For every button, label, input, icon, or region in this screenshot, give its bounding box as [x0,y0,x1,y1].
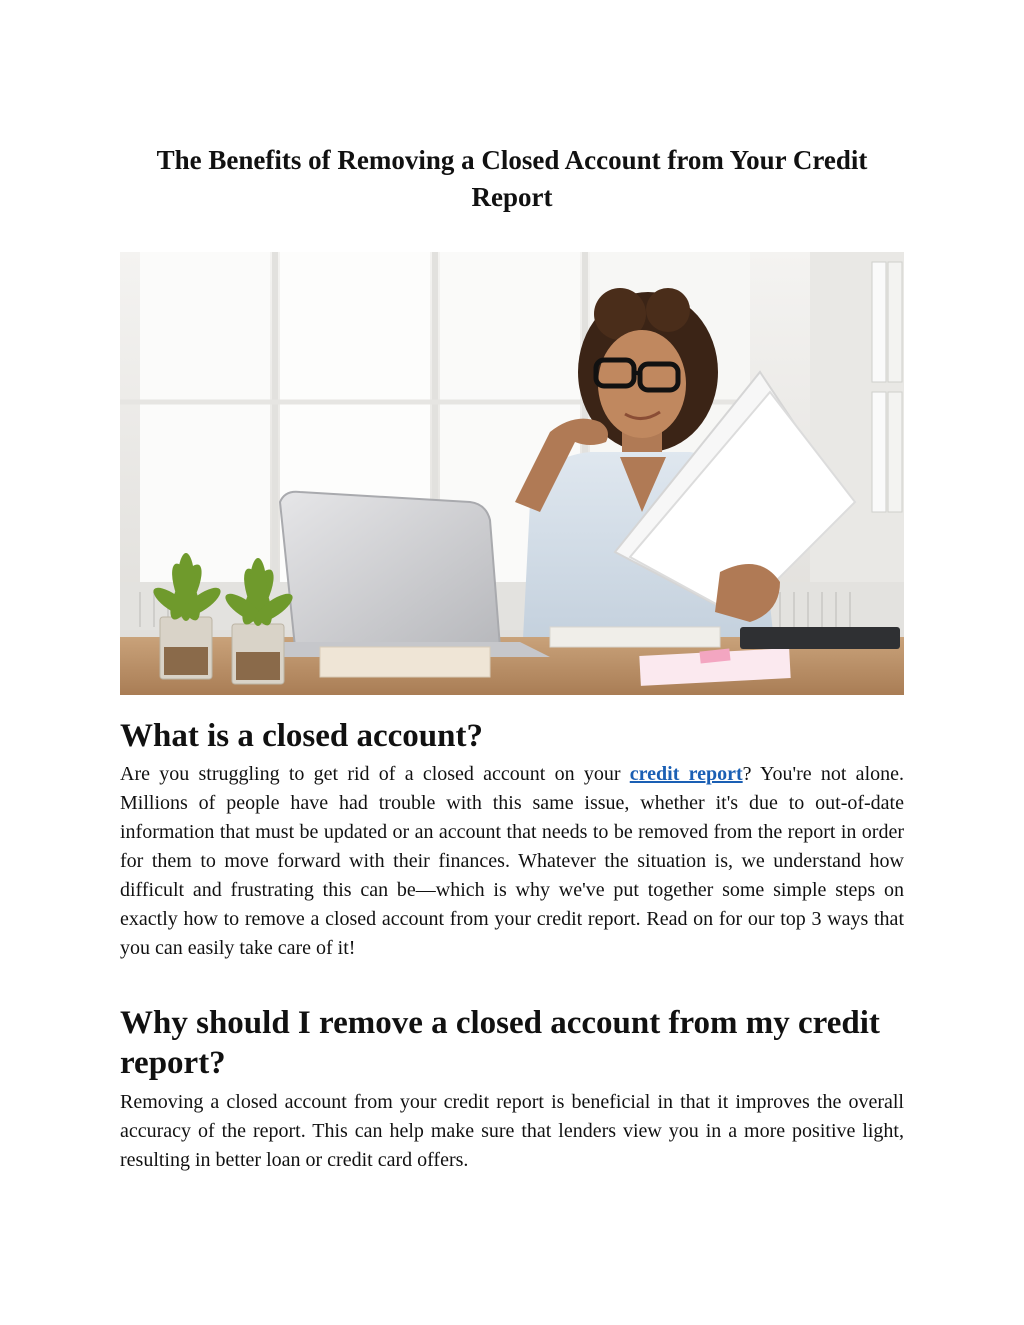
hero-image [120,252,904,695]
section-paragraph-why-remove: Removing a closed account from your credit report is beneficial in that it improves the overall accuracy of the report. This can help make sure that lenders view you in a more positive light, resulting in better loan or credit card offers. [120,1091,904,1171]
paragraph-text: ? You're not alone. Millions of people have had trouble with this same issue, whether it's due to out-of-date information that must be updated or an account that needs to be removed from the report in order for them to move forward with their finances. Whatever the situation is, we understand how difficult and frustrating this can be—which is why we've put together some simple steps on exactly how to remove a closed account from your credit report. Read on for our top 3 ways that you can easily take care of it! [120,763,904,959]
woman-reviewing-papers-icon [120,252,904,695]
credit-report-link[interactable]: credit report [629,763,743,785]
section-heading-closed-account: What is a closed account? [120,718,483,754]
paragraph-text: Are you struggling to get rid of a closed account on your [120,763,630,785]
section-paragraph-closed-account [120,760,904,963]
document-title: The Benefits of Removing a Closed Account from Your Credit Report [156,145,868,212]
section-heading-why-remove: Why should I remove a closed account from my credit report? [120,1005,880,1081]
